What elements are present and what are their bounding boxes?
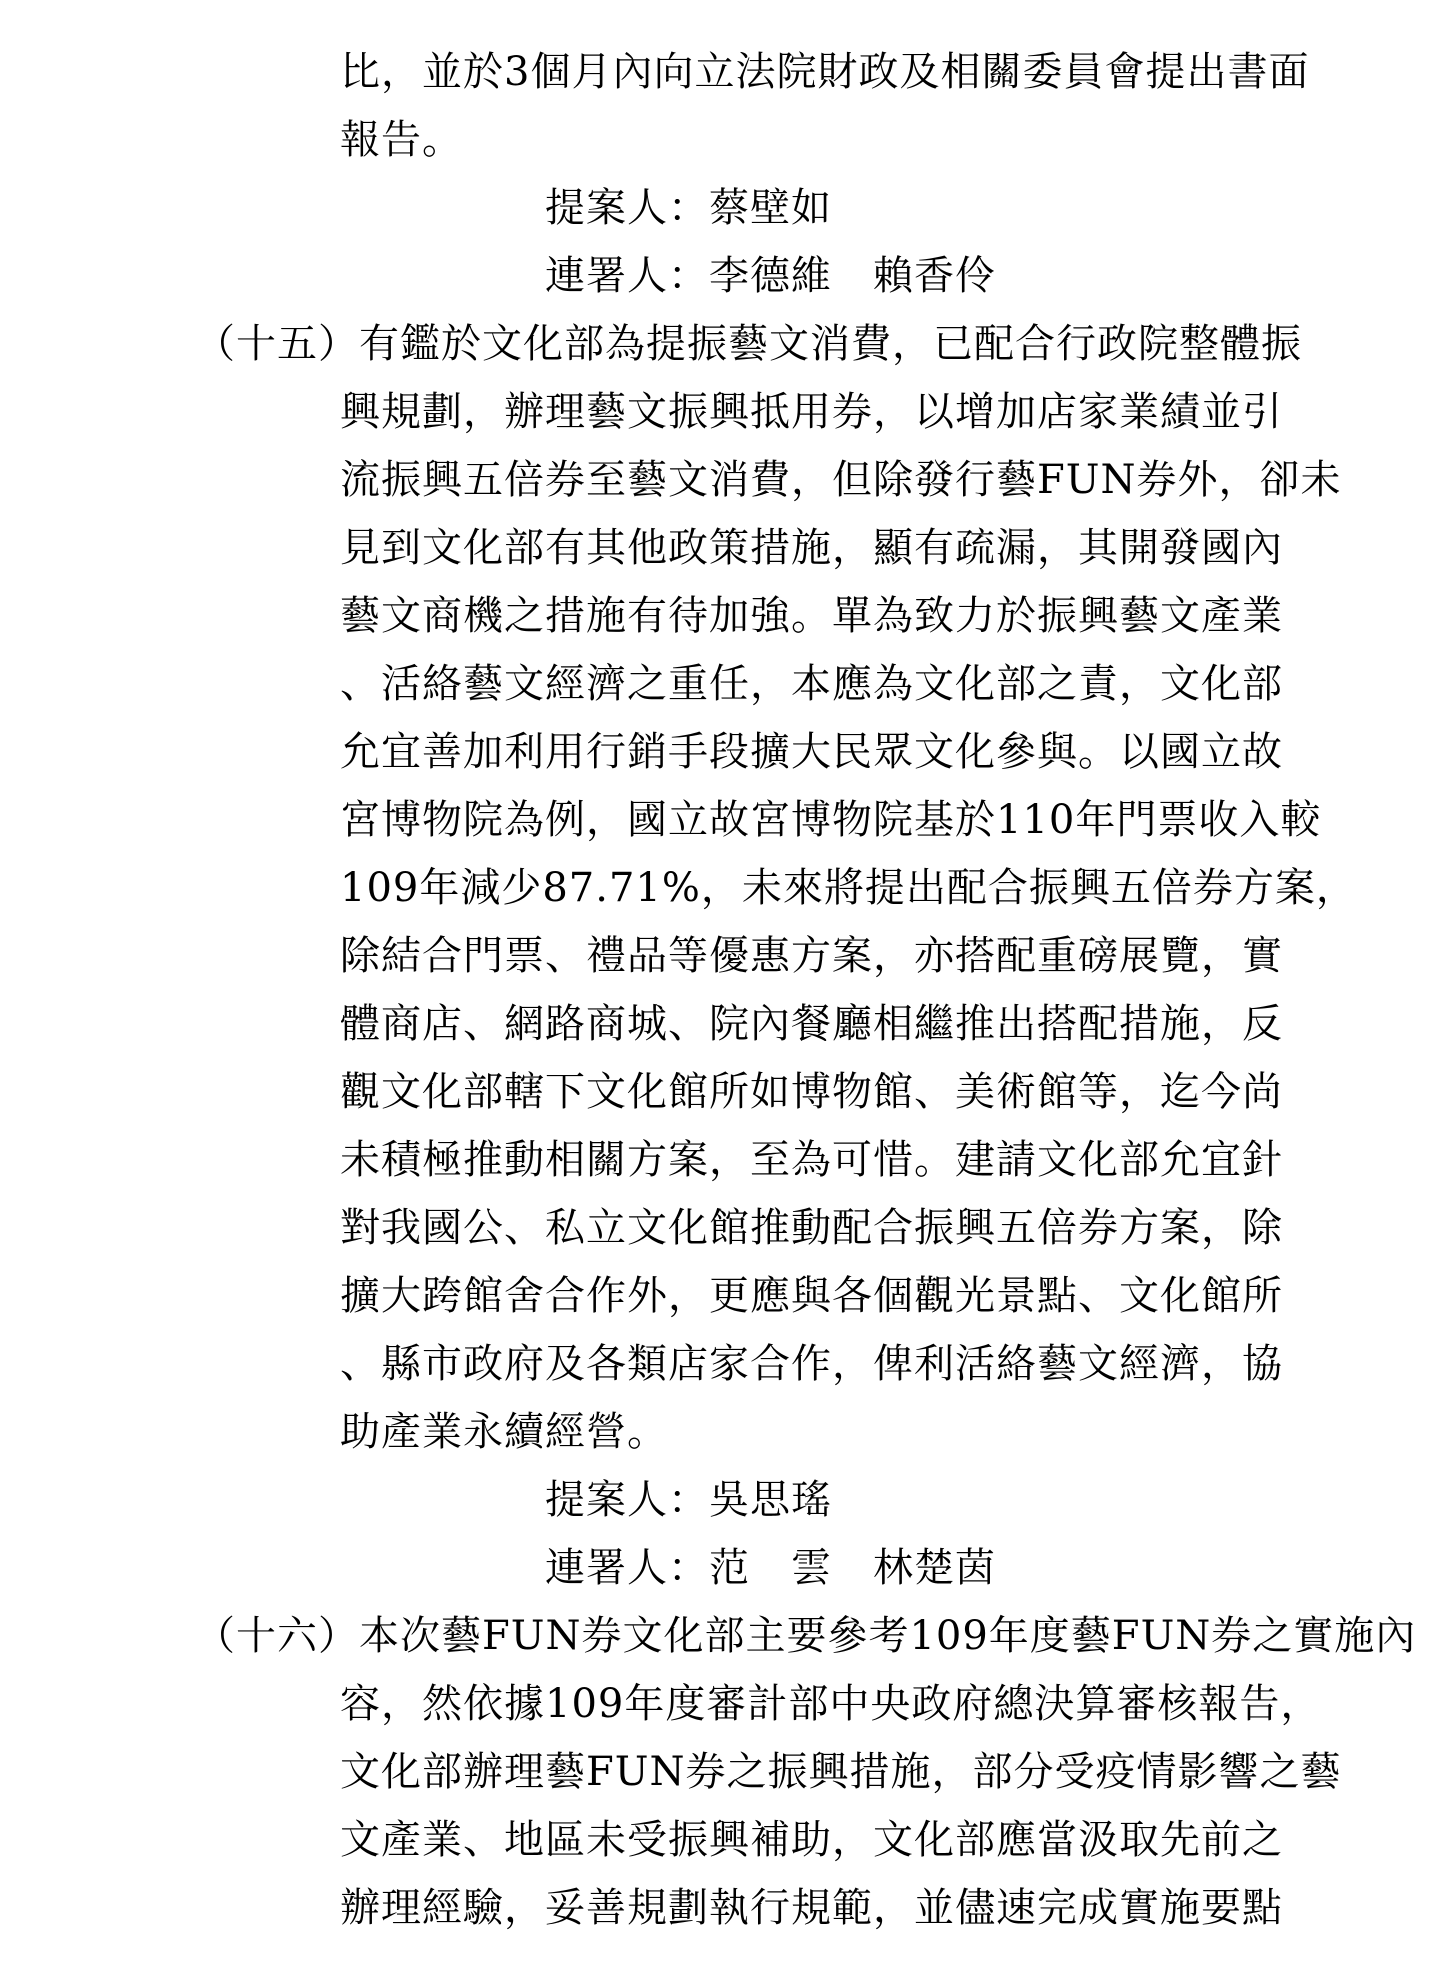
cosigner-line: 連署人：李德維 賴香伶 (545, 253, 996, 299)
paragraph-line: 興規劃，辦理藝文振興抵用券，以增加店家業績並引 (340, 389, 1283, 435)
paragraph-line: 報告。 (340, 117, 463, 163)
paragraph-line: 宮博物院為例，國立故宮博物院基於110年門票收入較 (340, 797, 1322, 843)
item-heading-line: （十六）本次藝FUN券文化部主要參考109年度藝FUN券之實施內 (195, 1613, 1417, 1659)
paragraph-line: 允宜善加利用行銷手段擴大民眾文化參與。以國立故 (340, 729, 1283, 775)
paragraph-line: 擴大跨館舍合作外，更應與各個觀光景點、文化館所 (340, 1273, 1283, 1319)
paragraph-line: 藝文商機之措施有待加強。單為致力於振興藝文產業 (340, 593, 1283, 639)
paragraph-line: 助產業永續經營。 (340, 1409, 668, 1455)
proposer-line: 提案人：蔡壁如 (545, 185, 832, 231)
item-heading-line: （十五）有鑑於文化部為提振藝文消費，已配合行政院整體振 (195, 321, 1302, 367)
paragraph-line: 流振興五倍券至藝文消費，但除發行藝FUN券外，卻未 (340, 457, 1342, 503)
paragraph-line: 、活絡藝文經濟之重任，本應為文化部之責，文化部 (340, 661, 1283, 707)
cosigner-line: 連署人：范 雲 林楚茵 (545, 1545, 996, 1591)
paragraph-line: 、縣市政府及各類店家合作，俾利活絡藝文經濟，協 (340, 1341, 1283, 1387)
proposer-line: 提案人：吳思瑤 (545, 1477, 832, 1523)
paragraph-line: 見到文化部有其他政策措施，顯有疏漏，其開發國內 (340, 525, 1283, 571)
paragraph-line: 比，並於3個月內向立法院財政及相關委員會提出書面 (340, 49, 1310, 95)
paragraph-line: 容，然依據109年度審計部中央政府總決算審核報告， (340, 1681, 1322, 1727)
paragraph-line: 未積極推動相關方案，至為可惜。建請文化部允宜針 (340, 1137, 1283, 1183)
paragraph-line: 體商店、網路商城、院內餐廳相繼推出搭配措施，反 (340, 1001, 1283, 1047)
paragraph-line: 文產業、地區未受振興補助，文化部應當汲取先前之 (340, 1817, 1283, 1863)
paragraph-line: 觀文化部轄下文化館所如博物館、美術館等，迄今尚 (340, 1069, 1283, 1115)
paragraph-line: 對我國公、私立文化館推動配合振興五倍券方案，除 (340, 1205, 1283, 1251)
paragraph-line: 除結合門票、禮品等優惠方案，亦搭配重磅展覽，實 (340, 933, 1283, 979)
paragraph-line: 文化部辦理藝FUN券之振興措施，部分受疫情影響之藝 (340, 1749, 1342, 1795)
paragraph-line: 109年減少87.71%，未來將提出配合振興五倍券方案， (340, 865, 1357, 911)
paragraph-line: 辦理經驗，妥善規劃執行規範，並儘速完成實施要點 (340, 1885, 1283, 1931)
